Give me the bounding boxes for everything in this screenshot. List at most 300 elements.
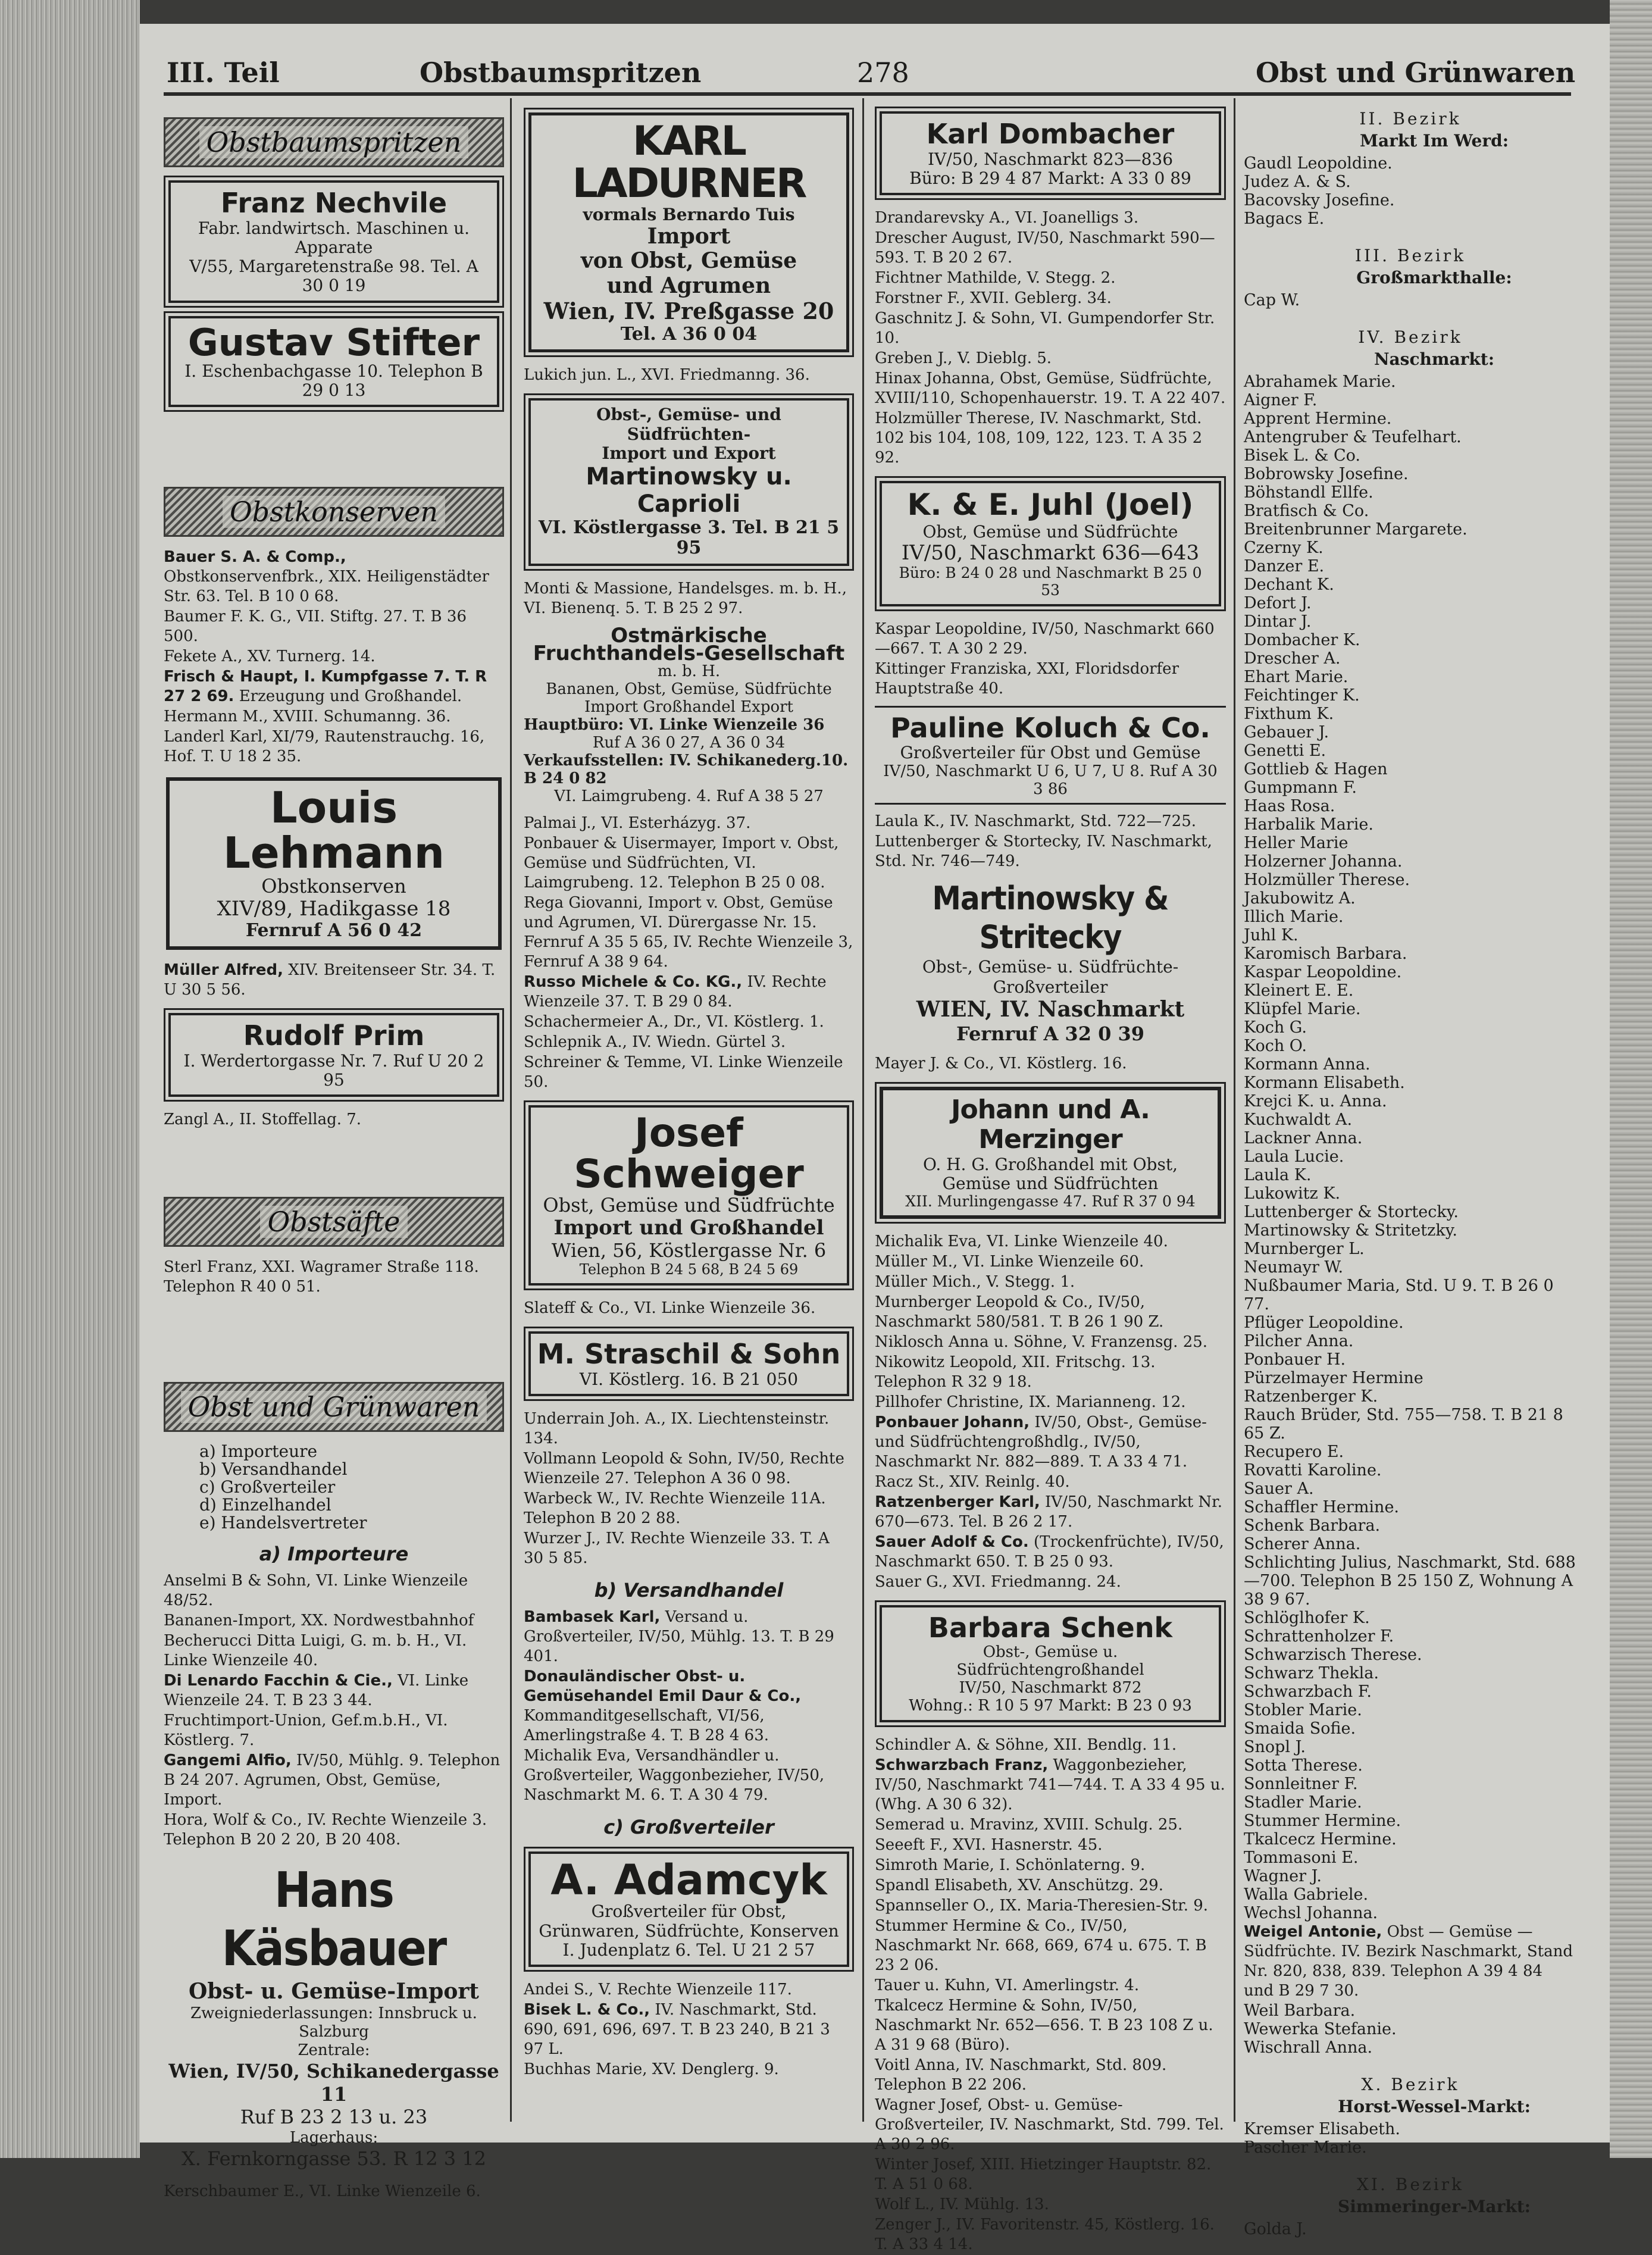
name-entry: Apprent Hermine. — [1244, 409, 1392, 428]
directory-entry — [875, 1976, 1226, 1996]
name-entry: Bobrowsky Josefine. — [1244, 465, 1409, 483]
name-entry: Smaida Sofie. — [1244, 1719, 1356, 1738]
ad-line: Tel. A 36 0 04 — [620, 323, 758, 345]
directory-entry — [875, 289, 1226, 308]
ad-stritecky — [875, 880, 1226, 1045]
entry-text: VI. Linke Wienzeile 24. T. B 23 3 44. — [164, 1671, 469, 1709]
entry-list — [164, 1110, 504, 1130]
directory-entry — [164, 667, 504, 706]
ad-line: Verkaufsstellen: IV. Schikanederg.10. B 24 0 82 — [524, 751, 849, 787]
entry-text: Seeeft F., XVI. Hasnerstr. 45. — [875, 1835, 1103, 1854]
name-entry: Kormann Anna. — [1244, 1055, 1371, 1074]
subsection-heading: c) Großverteiler — [603, 1815, 774, 1838]
directory-entry — [875, 2215, 1226, 2254]
column-1 — [164, 104, 504, 2202]
ad-line: I. Werdertorgasse Nr. 7. Ruf U 20 2 95 — [183, 1050, 484, 1090]
directory-entry — [164, 1671, 504, 1710]
name-entry: Danzer E. — [1244, 557, 1325, 576]
name-entry: Kuchwaldt A. — [1244, 1111, 1353, 1129]
index-item: d) Einzelhandel — [199, 1494, 331, 1515]
directory-entry — [524, 1299, 854, 1318]
entry-text: Nikowitz Leopold, XII. Fritschg. 13. Telephon R 32 9 18. — [875, 1353, 1156, 1391]
name-entry: Schwarz Thekla. — [1244, 1664, 1379, 1682]
entry-text: Drescher August, IV/50, Naschmarkt 590—593. T. B 20 2 67. — [875, 229, 1215, 267]
ad-line: m. b. H. — [657, 662, 721, 680]
ad-title: M. Straschil & Sohn — [537, 1337, 841, 1370]
ad-line: Großverteiler — [993, 977, 1108, 997]
entry-text: Pillhofer Christine, IX. Marianneng. 12. — [875, 1393, 1186, 1412]
directory-entry — [875, 309, 1226, 348]
entry-text: Zangl A., II. Stoffellag. 7. — [164, 1110, 362, 1128]
market-heading: Markt Im Werd: — [1359, 131, 1509, 151]
name-entry: Stobler Marie. — [1244, 1701, 1362, 1719]
name-entry: Cap W. — [1244, 291, 1300, 309]
entry-text: Schreiner & Temme, VI. Linke Wienzeile 50. — [524, 1053, 843, 1091]
name-entry: Martinowsky & Stritetzky. — [1244, 1221, 1457, 1240]
entry-text: Michalik Eva, Versandhändler u. Großverteiler, Waggonbezieher, IV/50, Naschmarkt M. 6. T. A 30 4 79. — [524, 1746, 825, 1804]
ad-line: Fabr. landwirtsch. Maschinen u. Apparate — [198, 218, 470, 258]
ad-dombacher — [880, 111, 1221, 195]
entry-name: Weigel Antonie, — [1244, 1923, 1382, 1941]
column-rule — [510, 98, 512, 2122]
name-entry: Luttenberger & Stortecky. — [1244, 1203, 1459, 1221]
ad-line: Lagerhaus: — [289, 2128, 378, 2147]
ad-title: Martinowsky & Stritecky — [932, 880, 1169, 956]
directory-page — [140, 24, 1610, 2253]
directory-entry — [524, 1449, 854, 1488]
subsection-heading: a) Importeure — [259, 1542, 409, 1565]
name-entry: Stadler Marie. — [1244, 1793, 1362, 1812]
ad-line: Import und Großhandel — [553, 1216, 824, 1240]
name-entry: Holzerner Johanna. — [1244, 852, 1403, 871]
entry-list — [164, 961, 504, 1000]
ad-title: Johann und A. Merzinger — [951, 1094, 1150, 1155]
ad-line: Obst-, Gemüse u. Südfrüchtengroßhandel — [956, 1643, 1144, 1679]
book-page-stack-right — [1610, 0, 1652, 2158]
ad-merzinger — [880, 1087, 1221, 1219]
ad-ostmaerkische — [524, 623, 854, 805]
ad-line: Hauptbüro: VI. Linke Wienzeile 36 — [524, 715, 825, 734]
ad-line: Obst- u. Gemüse-Import — [189, 1978, 479, 2004]
name-entry: Bratfisch & Co. — [1244, 502, 1369, 520]
directory-entry — [524, 1033, 854, 1052]
name-list — [1244, 154, 1577, 228]
entry-text: (Trockenfrüchte), IV/50, Naschmarkt 650. T. B 25 0 93. — [875, 1533, 1224, 1571]
name-entry: Pascher Marie. — [1244, 2138, 1367, 2157]
directory-entry — [875, 2056, 1226, 2095]
entry-text: Müller Mich., V. Stegg. 1. — [875, 1273, 1075, 1291]
directory-entry — [875, 1835, 1226, 1855]
entry-text: Underrain Joh. A., IX. Liechtensteinstr. 134. — [524, 1409, 830, 1447]
entry-name: Bauer S. A. & Comp., — [164, 548, 346, 567]
entry-text: Wurzer J., IV. Rechte Wienzeile 33. T. A 30 5 85. — [524, 1529, 830, 1567]
column-2 — [524, 104, 854, 2080]
section-banner-obstsaefte: Obstsäfte — [164, 1197, 504, 1247]
name-entry: Gumpmann F. — [1244, 778, 1357, 797]
ad-line: Wien, IV/50, Schikanedergasse 11 — [168, 2060, 499, 2106]
name-entry: Koch O. — [1244, 1037, 1307, 1055]
ad-title: A. Adamcyk — [550, 1855, 827, 1904]
name-entry: Illich Marie. — [1244, 908, 1344, 926]
ad-title: Karl Dombacher — [926, 118, 1175, 150]
directory-entry — [875, 1856, 1226, 1875]
name-entry: Kaspar Leopoldine. — [1244, 963, 1402, 981]
name-entry: Walla Gabriele. — [1244, 1885, 1369, 1904]
market-heading: Großmarkthalle: — [1356, 268, 1512, 287]
ad-line: Großverteiler für Obst und Gemüse — [900, 743, 1201, 763]
directory-entry — [164, 1631, 504, 1671]
directory-entry — [875, 832, 1226, 871]
entry-text: Waggonbezieher, IV/50, Naschmarkt 741—744. T. A 33 4 95 u. (Whg. A 30 6 32). — [875, 1756, 1225, 1813]
name-entry: Bisek L. & Co. — [1244, 446, 1360, 465]
name-entry: Wewerka Stefanie. — [1244, 2020, 1397, 2038]
entry-text: Müller M., VI. Linke Wienzeile 60. — [875, 1253, 1144, 1271]
directory-entry — [875, 2096, 1226, 2154]
ad-line: Obst, Gemüse und Südfrüchte — [922, 521, 1178, 542]
entry-name: Di Lenardo Facchin & Cie., — [164, 1671, 393, 1690]
district-heading: III. Bezirk — [1354, 246, 1466, 265]
directory-entry — [1244, 1922, 1577, 2001]
name-entry: Lackner Anna. — [1244, 1129, 1363, 1147]
ad-line: Import Großhandel Export — [584, 698, 793, 716]
market-heading: Horst-Wessel-Markt: — [1338, 2097, 1531, 2116]
index-item: b) Versandhandel — [199, 1459, 348, 1479]
entry-text: Hinax Johanna, Obst, Gemüse, Südfrüchte, XVIII/110, Schopenhauerstr. 19. T. A 22 407. — [875, 370, 1226, 408]
name-entry: Neumayr W. — [1244, 1258, 1344, 1277]
name-entry: Snopl J. — [1244, 1738, 1306, 1756]
ad-title: Barbara Schenk — [928, 1612, 1173, 1644]
entry-list — [164, 548, 504, 767]
entry-text: IV/50, Mühlg. 9. Telephon B 24 207. Agrumen, Obst, Gemüse, Import. — [164, 1751, 500, 1809]
name-entry: Sauer A. — [1244, 1480, 1314, 1498]
entry-text: Schlepnik A., IV. Wiedn. Gürtel 3. — [524, 1033, 786, 1051]
directory-entry — [875, 1896, 1226, 1916]
directory-entry — [875, 369, 1226, 408]
directory-entry — [524, 365, 854, 385]
ad-line: XIV/89, Hadikgasse 18 — [217, 897, 451, 921]
header-section-right: Obst und Grünwaren — [1256, 57, 1576, 89]
ad-line: I. Judenplatz 6. Tel. U 21 2 57 — [562, 1940, 815, 1960]
directory-entry — [524, 1529, 854, 1568]
entry-text: IV/50, Naschmarkt Nr. 670—673. Tel. B 26 2 17. — [875, 1493, 1222, 1531]
district-heading: X. Bezirk — [1361, 2075, 1460, 2094]
name-entry: Tkalcecz Hermine. — [1244, 1830, 1397, 1849]
name-entry: Rauch Brüder, Std. 755—758. T. B 21 8 65 Z. — [1244, 1406, 1563, 1443]
ad-line: IV/50, Naschmarkt 872 — [959, 1678, 1142, 1697]
market-heading: Naschmarkt: — [1373, 349, 1495, 369]
entry-text: Tauer u. Kuhn, VI. Amerlingstr. 4. — [875, 1976, 1140, 1994]
name-entry: Laula K. — [1244, 1166, 1312, 1184]
entry-text: Mayer J. & Co., VI. Köstlerg. 16. — [875, 1054, 1127, 1072]
entry-text: Spannseller O., IX. Maria-Theresien-Str. 9. — [875, 1896, 1209, 1915]
ad-title: Louis Lehmann — [223, 783, 445, 878]
entry-text: Zenger J., IV. Favoritenstr. 45, Köstlerg. 16. T. A 33 4 14. — [875, 2215, 1215, 2253]
name-entry: Tommasoni E. — [1244, 1849, 1359, 1867]
book-page-stack-left — [0, 0, 140, 2158]
ad-juhl — [880, 481, 1221, 606]
entry-text: Fruchtimport-Union, Gef.m.b.H., VI. Köstlerg. 7. — [164, 1711, 448, 1749]
entry-text: Michalik Eva, VI. Linke Wienzeile 40. — [875, 1233, 1168, 1251]
directory-entry — [875, 349, 1226, 368]
directory-entry — [524, 893, 854, 972]
directory-entry — [164, 1110, 504, 1130]
name-list — [1244, 2220, 1577, 2238]
directory-entry — [875, 208, 1226, 228]
name-entry: Schlöglhofer K. — [1244, 1609, 1370, 1627]
district-heading: IV. Bezirk — [1358, 327, 1463, 347]
entry-text: Versand u. Großverteiler, IV/50, Mühlg. 13. T. B 29 401. — [524, 1607, 834, 1665]
name-entry: Gaudl Leopoldine. — [1244, 154, 1393, 173]
ad-title: Gustav Stifter — [187, 320, 480, 364]
directory-entry — [875, 1815, 1226, 1835]
entry-text: Racz St., XIV. Reinlg. 40. — [875, 1473, 1070, 1491]
ad-line: Zweigniederlassungen: Innsbruck u. Salzburg — [190, 2004, 477, 2041]
name-entry: Heller Marie — [1244, 834, 1348, 852]
directory-entry — [524, 2000, 854, 2059]
entry-text: Erzeugung und Großhandel. — [234, 687, 462, 706]
directory-entry — [164, 961, 504, 1000]
name-list — [1244, 2120, 1577, 2157]
ad-martinowsky-caprioli — [528, 398, 849, 566]
entry-text: Palmai J., VI. Esterházyg. 37. — [524, 814, 751, 832]
directory-entry — [524, 814, 854, 833]
ad-line: Zentrale: — [298, 2041, 370, 2060]
entry-name: Müller Alfred, — [164, 961, 284, 979]
entry-text: Kommanditgesellschaft, VI/56, Amerlingstraße 4. T. B 28 4 63. — [524, 1706, 769, 1744]
name-entry: Kleinert E. E. — [1244, 981, 1354, 1000]
entry-list — [875, 1232, 1226, 1592]
entry-list — [524, 814, 854, 1092]
ad-title: Franz Nechvile — [220, 187, 448, 219]
name-entry: Wischrall Anna. — [1244, 2038, 1373, 2057]
directory-entry — [875, 2155, 1226, 2194]
name-entry: Koch G. — [1244, 1018, 1307, 1037]
name-entry: Breitenbrunner Margarete. — [1244, 520, 1468, 539]
entry-name: Gangemi Alfio, — [164, 1751, 292, 1769]
directory-entry — [875, 659, 1226, 699]
ad-koluch — [875, 706, 1226, 805]
ad-line: IV/50, Naschmarkt 823—836 — [927, 149, 1174, 169]
section-banner-obstkonserven: Obstkonserven — [164, 487, 504, 537]
directory-entry — [875, 620, 1226, 659]
ad-prim — [168, 1013, 499, 1097]
ad-line: Großverteiler für Obst, — [591, 1901, 787, 1922]
name-entry: Ehart Marie. — [1244, 668, 1348, 686]
directory-entry — [524, 972, 854, 1012]
name-entry: Gottlieb & Hagen — [1244, 760, 1388, 778]
entry-name: Russo Michele & Co. KG., — [524, 972, 743, 991]
entry-text: Wolf L., IV. Mühlg. 13. — [875, 2195, 1049, 2213]
entry-text: Obst — Gemüse — Südfrüchte. IV. Bezirk Naschmarkt, Stand Nr. 820, 838, 839. Telephon A 39 4 84 und B 29 7 30. — [1244, 1923, 1573, 2000]
name-entry: Nußbaumer Maria, Std. U 9. T. B 26 0 77. — [1244, 1277, 1554, 1313]
directory-entry — [524, 1980, 854, 2000]
ad-line: Obst, Gemüse und Südfrüchte — [543, 1194, 835, 1217]
directory-entry — [875, 1333, 1226, 1352]
name-entry: Sonnleitner F. — [1244, 1775, 1358, 1793]
entry-text: Drandarevsky A., VI. Joanelligs 3. — [875, 209, 1139, 227]
directory-entry — [875, 1252, 1226, 1272]
ad-line: Obstkonserven — [261, 875, 406, 898]
directory-entry — [164, 607, 504, 646]
name-entry: Böhstandl Ellfe. — [1244, 483, 1373, 502]
entry-text: Voitl Anna, IV. Naschmarkt, Std. 809. Telephon B 22 206. — [875, 2056, 1167, 2094]
ad-line: Büro: B 29 4 87 Markt: A 33 0 89 — [909, 168, 1191, 189]
directory-entry — [524, 579, 854, 618]
ad-title: Ostmärkische Fruchthandels-Gesellschaft — [533, 623, 845, 665]
name-entry: Klüpfel Marie. — [1244, 1000, 1361, 1018]
ad-straschil — [528, 1331, 849, 1396]
ad-title: Rudolf Prim — [243, 1019, 425, 1052]
name-entry: Wagner J. — [1244, 1867, 1322, 1885]
column-4 — [1244, 104, 1577, 2238]
directory-entry — [524, 1053, 854, 1092]
ad-adamczyk — [528, 1851, 849, 1967]
ad-title: Josef Schweiger — [574, 1109, 804, 1197]
entry-text: Ponbauer & Uisermayer, Import v. Obst, Gemüse und Südfrüchten, VI. Laimgrubeng. 12. Telephon B 25 0 08. — [524, 834, 839, 892]
ad-line: I. Eschenbachgasse 10. Telephon B 29 0 13 — [184, 361, 483, 400]
name-entry: Schrattenholzer F. — [1244, 1627, 1394, 1646]
entry-text: Spandl Elisabeth, XV. Anschützg. 29. — [875, 1876, 1163, 1894]
directory-entry — [524, 834, 854, 893]
market-heading: Simmeringer-Markt: — [1338, 2197, 1531, 2216]
entry-list — [875, 208, 1226, 468]
ad-line: von Obst, Gemüse — [580, 248, 797, 274]
entry-text: Wagner Josef, Obst- u. Gemüse-Großverteiler, IV. Naschmarkt, Std. 799. Tel. A 30 2 96. — [875, 2096, 1224, 2153]
name-entry: Sotta Therese. — [1244, 1756, 1363, 1775]
entry-list — [524, 1607, 854, 1805]
entry-list — [875, 1735, 1226, 2254]
entry-text: Fichtner Mathilde, V. Stegg. 2. — [875, 269, 1116, 287]
entry-text: XIV. Breitenseer Str. 34. T. U 30 5 56. — [164, 961, 496, 999]
entry-list — [164, 1258, 504, 1297]
ad-line: WIEN, IV. Naschmarkt — [916, 997, 1185, 1022]
name-entry: Pilcher Anna. — [1244, 1332, 1354, 1350]
entry-text: IV. Rechte Wienzeile 37. T. B 29 0 84. — [524, 972, 827, 1011]
entry-text: Schindler A. & Söhne, XII. Bendlg. 11. — [875, 1735, 1177, 1754]
entry-text: Vollmann Leopold & Sohn, IV/50, Rechte Wienzeile 27. Telephon A 36 0 98. — [524, 1449, 844, 1487]
section-banner-obstbaumspritzen: Obstbaumspritzen — [164, 117, 504, 167]
name-entry: Schaffler Hermine. — [1244, 1498, 1400, 1516]
entry-text: Sauer G., XVI. Friedmanng. 24. — [875, 1573, 1121, 1591]
name-entry: Jakubowitz A. — [1244, 889, 1356, 908]
directory-entry — [875, 1735, 1226, 1755]
directory-entry — [164, 1810, 504, 1850]
ad-line: Bananen, Obst, Gemüse, Südfrüchte — [546, 680, 832, 698]
name-entry: Kormann Elisabeth. — [1244, 1074, 1405, 1092]
ad-line: Ruf B 23 2 13 u. 23 — [240, 2106, 428, 2129]
name-entry: Rovatti Karoline. — [1244, 1461, 1382, 1480]
directory-entry — [875, 1472, 1226, 1492]
section-banner-obst-und-gruenwaren: Obst und Grünwaren — [164, 1382, 504, 1432]
directory-entry — [875, 1572, 1226, 1592]
name-entry: Holzmüller Therese. — [1244, 871, 1410, 889]
name-entry: Dintar J. — [1244, 612, 1312, 631]
ad-line: Telephon B 24 5 68, B 24 5 69 — [579, 1261, 799, 1278]
ad-title: KARL LADURNER — [572, 118, 806, 208]
name-entry: Haas Rosa. — [1244, 797, 1335, 815]
entry-list — [524, 579, 854, 618]
district-heading: XI. Bezirk — [1357, 2175, 1464, 2194]
name-entry: Defort J. — [1244, 594, 1312, 612]
name-entry: Schlichting Julius, Naschmarkt, Std. 688—700. Telephon B 25 150 Z, Wohnung A 38 9 67. — [1244, 1553, 1576, 1609]
entry-text: Laula K., IV. Naschmarkt, Std. 722—725. — [875, 812, 1197, 831]
ad-line: VI. Köstlergasse 3. Tel. B 21 5 95 — [538, 517, 840, 559]
name-entry: Ponbauer H. — [1244, 1350, 1346, 1369]
name-entry: Harbalik Marie. — [1244, 815, 1373, 834]
directory-entry — [164, 727, 504, 767]
ad-line: Fernruf A 32 0 39 — [956, 1022, 1145, 1046]
name-entry: Fixthum K. — [1244, 705, 1334, 723]
ad-line: Gemüse und Südfrüchten — [942, 1174, 1159, 1194]
name-entry: Abrahamek Marie. — [1244, 373, 1396, 391]
index-item: c) Großverteiler — [199, 1477, 336, 1497]
ad-line: VI. Köstlerg. 16. B 21 050 — [579, 1369, 799, 1389]
directory-entry — [164, 1751, 504, 1810]
subsection-heading: b) Versandhandel — [594, 1578, 784, 1602]
entry-text: Kaspar Leopoldine, IV/50, Naschmarkt 660—667. T. A 30 2 29. — [875, 620, 1215, 658]
entry-text: Niklosch Anna u. Söhne, V. Franzensg. 25. — [875, 1333, 1208, 1352]
name-entry: Dombacher K. — [1244, 631, 1360, 649]
entry-text: Baumer F. K. G., VII. Stiftg. 27. T. B 36 500. — [164, 608, 467, 646]
entry-text: Buchhas Marie, XV. Denglerg. 9. — [524, 2060, 779, 2078]
name-entry: Bacovsky Josefine. — [1244, 191, 1395, 209]
directory-entry — [164, 1611, 504, 1631]
ad-line: Büro: B 24 0 28 und Naschmarkt B 25 0 53 — [899, 564, 1202, 599]
name-entry: Juhl K. — [1244, 926, 1299, 944]
entry-text: Simroth Marie, I. Schönlaterng. 9. — [875, 1856, 1146, 1874]
entry-list — [524, 1409, 854, 1568]
entry-list — [875, 620, 1226, 699]
index-item: a) Importeure — [199, 1441, 318, 1461]
directory-entry — [875, 1232, 1226, 1252]
directory-entry — [875, 1876, 1226, 1896]
header-part: III. Teil — [167, 57, 280, 89]
name-entry: Gebauer J. — [1244, 723, 1329, 742]
directory-entry — [875, 268, 1226, 288]
entry-name: Frisch & Haupt, I. Kumpfgasse 7. T. R 27 2 69. — [164, 668, 487, 706]
ad-line: VI. Laimgrubeng. 4. Ruf A 38 5 27 — [554, 787, 824, 805]
entry-text: Forstner F., XVII. Geblerg. 34. — [875, 289, 1112, 308]
directory-entry — [524, 2060, 854, 2079]
entry-text: Semerad u. Mravinz, XVIII. Schulg. 25. — [875, 1815, 1183, 1834]
ad-title: Hans Käsbauer — [221, 1862, 446, 1978]
directory-entry — [524, 1012, 854, 1032]
ad-line: Obst-, Gemüse- u. Südfrüchte- — [922, 957, 1179, 977]
name-entry: Czerny K. — [1244, 539, 1324, 557]
name-list — [1244, 373, 1577, 1922]
directory-entry — [524, 1667, 854, 1746]
entry-name: Bambasek Karl, — [524, 1607, 661, 1626]
entry-text: Murnberger Leopold & Co., IV/50, Naschmarkt 580/581. T. B 26 1 90 Z. — [875, 1293, 1164, 1331]
name-entry: Lukowitz K. — [1244, 1184, 1341, 1203]
ad-line: X. Fernkorngasse 53. R 12 3 12 — [182, 2147, 486, 2170]
name-list — [1244, 291, 1577, 309]
name-entry: Golda J. — [1244, 2220, 1307, 2238]
entry-list — [164, 2182, 504, 2201]
name-entry: Karomisch Barbara. — [1244, 944, 1407, 963]
ad-title: K. & E. Juhl (Joel) — [907, 487, 1194, 523]
index-item: e) Handelsvertreter — [199, 1512, 367, 1532]
name-entry: Krejci K. u. Anna. — [1244, 1092, 1387, 1111]
entry-list — [875, 812, 1226, 871]
name-entry: Murnberger L. — [1244, 1240, 1365, 1258]
entry-list — [1244, 1922, 1577, 2001]
name-entry: Stummer Hermine. — [1244, 1812, 1401, 1830]
directory-entry — [875, 1393, 1226, 1412]
name-list — [1244, 2001, 1577, 2057]
ad-line: und Agrumen — [606, 273, 771, 298]
entry-text: Hora, Wolf & Co., IV. Rechte Wienzeile 3. Telephon B 20 2 20, B 20 408. — [164, 1810, 487, 1849]
